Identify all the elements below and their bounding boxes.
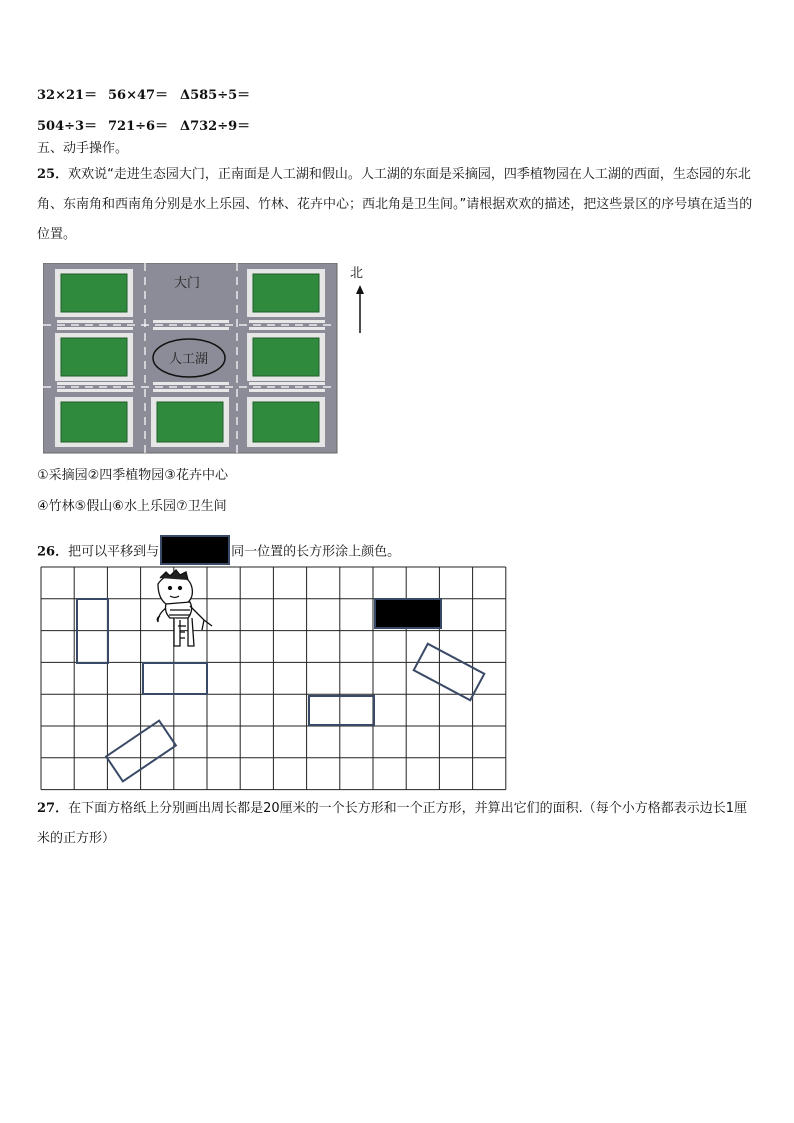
calc-1: 32×21＝ [37, 88, 98, 103]
reference-black-rectangle [160, 535, 230, 565]
calc-2: 56×47＝ [108, 88, 169, 103]
garden-ne [247, 269, 325, 317]
question-26 [37, 537, 400, 567]
question-number: 27． [37, 801, 69, 816]
eco-park-map [43, 263, 343, 455]
gate-label: 大门 [174, 276, 201, 291]
question-text: 在下面方格纸上分别画出周长都是20厘米的一个长方形和一个正方形，并算出它们的面积.（每个小方格都表示边长1厘米的正方形） [37, 801, 748, 846]
rect-horizontal-1 [143, 663, 207, 694]
question-25 [37, 160, 759, 250]
question-text-before: 把可以平移到与 [68, 544, 160, 560]
north-label: 北 [350, 266, 364, 281]
question-text: 欢欢说“走进生态园大门，正南面是人工湖和假山。人工湖的东面是采摘园，四季植物园在人工湖的西面，生态园的东北角、东南角和西南角分别是水上乐园、竹林、花卉中心；西北角是卫生间。”请根据欢欢的描述，把这些景区的序号填在适当的位置。 [37, 167, 753, 242]
garden-e [247, 333, 325, 381]
question-number: 25． [37, 167, 69, 182]
section-heading: 五、动手操作。 [37, 141, 129, 156]
garden-s [151, 397, 229, 447]
garden-w [55, 333, 133, 381]
garden-se [247, 397, 325, 447]
lake-label: 人工湖 [169, 352, 209, 367]
translation-grid [40, 566, 512, 792]
garden-nw [55, 269, 133, 317]
calc-5: 721÷6＝ [108, 119, 169, 134]
calc-6: Δ732÷9＝ [180, 119, 251, 134]
options-line-1: ①采摘园②四季植物园③花卉中心 [37, 468, 228, 483]
calc-4: 504÷3＝ [37, 119, 98, 134]
rect-horizontal-2 [309, 696, 374, 725]
question-27 [37, 794, 759, 854]
garden-sw [55, 397, 133, 447]
question-text-after: 同一位置的长方形涂上颜色。 [231, 544, 401, 560]
rect-target-black [375, 599, 441, 628]
boy-figure [157, 570, 212, 646]
options-line-2: ④竹林⑤假山⑥水上乐园⑦卫生间 [37, 499, 227, 514]
calc-3: Δ585÷5＝ [180, 88, 251, 103]
rect-tilted-right [414, 644, 485, 701]
question-number: 26． [37, 544, 69, 560]
